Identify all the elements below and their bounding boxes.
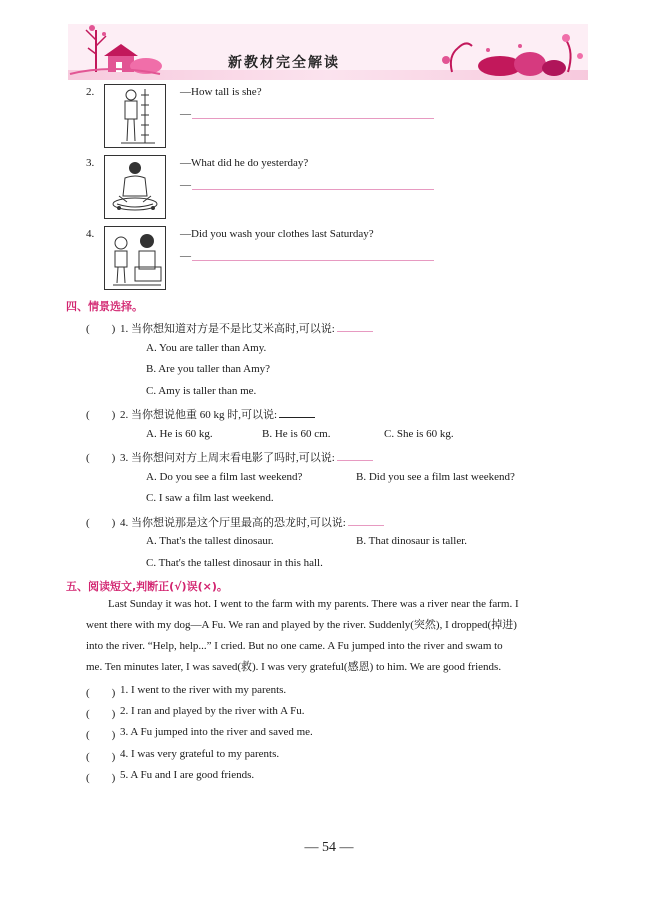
statement: 2. I ran and played by the river with A Fu. (120, 705, 305, 717)
answer-dash: — (180, 250, 191, 262)
answer-blank[interactable] (337, 322, 373, 332)
question-stem: 1. 当你想知道对方是不是比艾米高时,可以说: (120, 320, 373, 336)
answer-paren[interactable]: ( ) (86, 708, 116, 720)
header-title: 新教材完全解读 (228, 55, 340, 71)
children-talking-picture (104, 226, 166, 290)
answer-paren[interactable]: ( ) (86, 751, 116, 763)
option: B. Are you taller than Amy? (146, 363, 271, 375)
option: A. Do you see a film last weekend? (146, 471, 303, 483)
question-stem: 4. 当你想说那是这个厅里最高的恐龙时,可以说: (120, 514, 384, 530)
option: B. He is 60 cm. (262, 428, 331, 440)
answer-dash: — (180, 179, 191, 191)
picture-question: —How tall is she? (180, 86, 262, 98)
option: C. I saw a film last weekend. (146, 492, 274, 504)
section-5-title: 五、阅读短文,判断正(√)误(×)。 (66, 580, 228, 593)
page-header-banner (0, 0, 658, 90)
option: A. That's the tallest dinosaur. (146, 535, 274, 547)
item-number: 3. (86, 157, 95, 169)
page-number: — 54 — (304, 840, 354, 855)
answer-paren[interactable]: ( ) (86, 772, 116, 784)
passage-line: went there with my dog—A Fu. We ran and played by the river. Suddenly(突然), I dropped(掉进) (86, 619, 517, 631)
question-stem: 3. 当你想问对方上周末看电影了吗时,可以说: (120, 449, 373, 465)
answer-blank[interactable] (337, 451, 373, 461)
option: B. Did you see a film last weekend? (356, 471, 515, 483)
item-number: 2. (86, 86, 95, 98)
answer-line[interactable] (192, 189, 434, 190)
statement: 5. A Fu and I are good friends. (120, 769, 255, 781)
answer-paren[interactable]: ( ) (86, 452, 116, 464)
statement: 1. I went to the river with my parents. (120, 684, 287, 696)
height-measure-picture (104, 84, 166, 148)
section-4-title: 四、情景选择。 (66, 300, 143, 313)
passage-line: me. Ten minutes later, I was saved(救). I was very grateful(感恩) to him. We are good friends. (86, 661, 502, 673)
option: B. That dinosaur is taller. (356, 535, 468, 547)
reading-passage (86, 594, 594, 678)
option: C. Amy is taller than me. (146, 385, 257, 397)
answer-paren[interactable]: ( ) (86, 729, 116, 741)
answer-blank[interactable] (279, 408, 315, 418)
answer-blank[interactable] (348, 516, 384, 526)
passage-line: into the river. “Help, help...” I cried. But no one came. A Fu jumped into the river and swam to (86, 640, 503, 652)
statement: 4. I was very grateful to my parents. (120, 748, 280, 760)
answer-paren[interactable]: ( ) (86, 687, 116, 699)
statement: 3. A Fu jumped into the river and saved me. (120, 726, 313, 738)
picture-question: —What did he do yesterday? (180, 157, 309, 169)
item-number: 4. (86, 228, 95, 240)
option: C. That's the tallest dinosaur in this hall. (146, 557, 323, 569)
answer-paren[interactable]: ( ) (86, 409, 116, 421)
answer-paren[interactable]: ( ) (86, 323, 116, 335)
answer-line[interactable] (192, 260, 434, 261)
header-decoration (0, 0, 658, 90)
answer-dash: — (180, 108, 191, 120)
option: C. She is 60 kg. (384, 428, 454, 440)
answer-paren[interactable]: ( ) (86, 517, 116, 529)
picture-question: —Did you wash your clothes last Saturday? (180, 228, 374, 240)
option: A. He is 60 kg. (146, 428, 213, 440)
boy-washing-clothes-picture (104, 155, 166, 219)
option: A. You are taller than Amy. (146, 342, 267, 354)
answer-line[interactable] (192, 118, 434, 119)
passage-line: Last Sunday it was hot. I went to the farm with my parents. There was a river near the farm. I (108, 598, 519, 610)
question-stem: 2. 当你想说他重 60 kg 时,可以说: (120, 406, 315, 422)
